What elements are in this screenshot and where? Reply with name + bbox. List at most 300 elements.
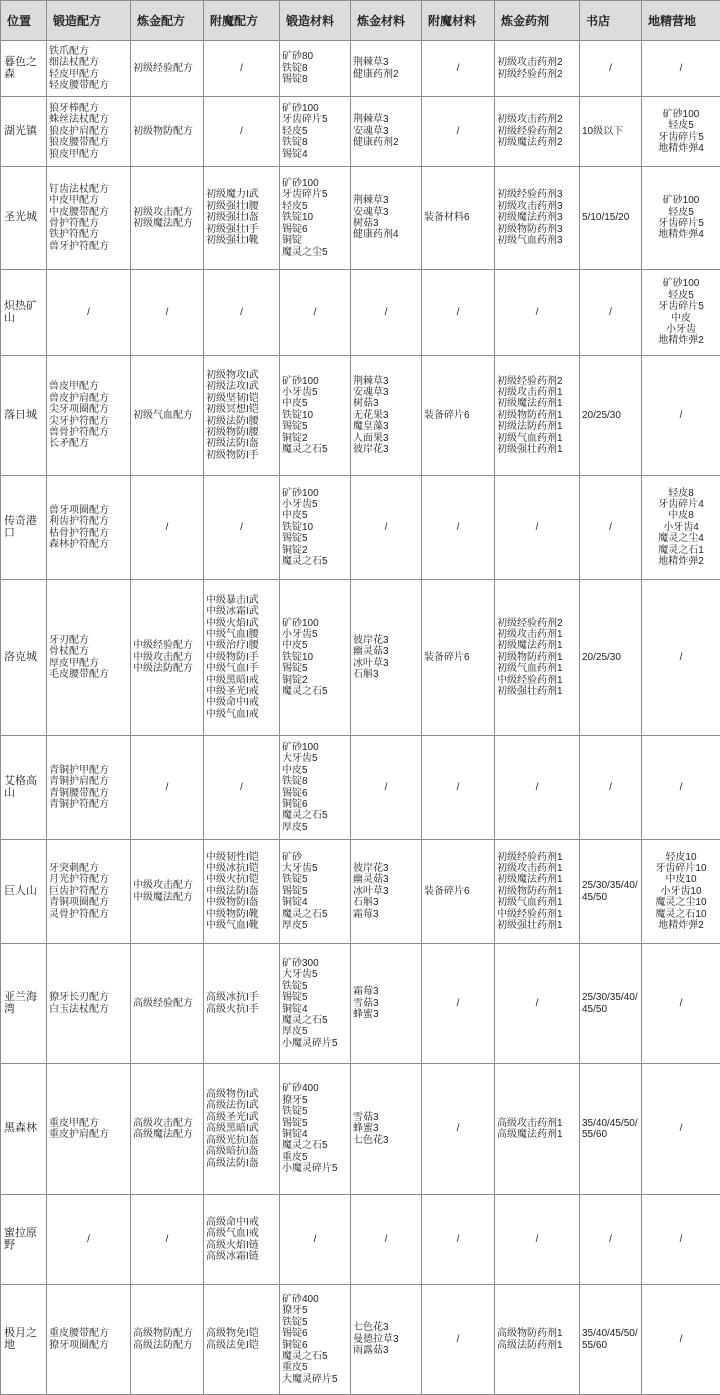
cell-line: 森林护符配方	[49, 539, 128, 550]
table-row	[1, 356, 720, 476]
cell-line: 初级强壮I腰	[206, 201, 277, 212]
cell-line: 铜锭2	[282, 545, 348, 556]
empty-mark: /	[644, 998, 718, 1009]
cell-line: 骨护符配方	[49, 218, 128, 229]
alchemy-potion-cell	[495, 1195, 580, 1285]
cell-line: 锡锭5	[282, 533, 348, 544]
location-cell: 传奇港口	[1, 476, 47, 580]
cell-line: 45/50	[582, 892, 639, 903]
forge-recipe-cell	[47, 1285, 131, 1395]
cell-line: 荆棘草3	[353, 195, 419, 206]
forge-material-cell	[280, 356, 351, 476]
cell-line: 初级强壮I靴	[206, 235, 277, 246]
empty-mark: /	[424, 782, 492, 793]
forge-material-cell	[280, 1064, 351, 1195]
cell-line: 青铜护肩配方	[49, 776, 128, 787]
cell-line: 魔灵之石5	[282, 1140, 348, 1151]
alchemy-recipe-cell	[131, 167, 204, 270]
cell-line: 中级冰抗I铠	[206, 863, 277, 874]
cell-line: 中级法防配方	[133, 663, 201, 674]
empty-mark: /	[282, 1234, 348, 1245]
forge-recipe-cell	[47, 736, 131, 840]
alchemy-recipe-cell	[131, 1285, 204, 1395]
cell-line: 魔灵之石5	[282, 556, 348, 567]
cell-line: 重皮5	[282, 1152, 348, 1163]
empty-mark: /	[644, 1123, 718, 1134]
alchemy-recipe-cell	[131, 580, 204, 736]
cell-line: 铁锭8	[282, 776, 348, 787]
bookstore-cell	[580, 476, 642, 580]
cell-line: 初级冥想I铠	[206, 404, 277, 415]
cell-line: 锡锭6	[282, 1328, 348, 1339]
cell-line: 装备碎片6	[424, 410, 492, 421]
cell-line: 巨齿护符配方	[49, 886, 128, 897]
cell-line: 20/25/30	[582, 652, 639, 663]
cell-line: 初级经验药剂2	[497, 69, 577, 80]
forge-material-cell	[280, 944, 351, 1064]
cell-line: 安魂草3	[353, 207, 419, 218]
cell-line: 雪菇3	[353, 998, 419, 1009]
cell-line: 初级法攻I武	[206, 381, 277, 392]
alchemy-material-cell	[351, 1064, 422, 1195]
cell-line: 彼岸花3	[353, 863, 419, 874]
cell-line: 牙刃配方	[49, 635, 128, 646]
cell-line: 中皮甲配方	[49, 195, 128, 206]
empty-mark: /	[353, 1234, 419, 1245]
forge-recipe-cell	[47, 97, 131, 167]
alchemy-potion-cell	[495, 944, 580, 1064]
cell-line: 初级法防I盔	[206, 438, 277, 449]
cell-line: 10级以下	[582, 126, 639, 137]
table-row	[1, 1285, 720, 1395]
cell-line: 初级物防I腰	[206, 427, 277, 438]
alchemy-potion-cell	[495, 1064, 580, 1195]
cell-line: 装备材料6	[424, 212, 492, 223]
forge-material-cell	[280, 1195, 351, 1285]
cell-line: 牙齿碎片5	[644, 132, 718, 143]
cell-line: 大魔灵碎片5	[282, 1374, 348, 1385]
cell-line: 初级物防药剂1	[497, 410, 577, 421]
enchant-recipe-cell	[204, 41, 280, 97]
enchant-recipe-cell	[204, 270, 280, 356]
empty-mark: /	[582, 1234, 639, 1245]
empty-mark: /	[497, 307, 577, 318]
cell-line: 高级攻击配方	[133, 1118, 201, 1129]
cell-line: 中皮5	[282, 398, 348, 409]
forge-recipe-cell	[47, 41, 131, 97]
cell-line: 中皮5	[282, 640, 348, 651]
header-row	[1, 1, 720, 41]
cell-line: 中级火焰I武	[206, 618, 277, 629]
cell-line: 小牙齿10	[644, 886, 718, 897]
cell-line: 无花果3	[353, 410, 419, 421]
cell-line: 25/30/35/40/	[582, 992, 639, 1003]
forge-recipe-cell	[47, 580, 131, 736]
empty-mark: /	[424, 998, 492, 1009]
cell-line: 锡锭5	[282, 421, 348, 432]
cell-line: 蜂蜜3	[353, 1123, 419, 1134]
cell-line: 七色花3	[353, 1135, 419, 1146]
cell-line: 厚皮甲配方	[49, 658, 128, 669]
bookstore-cell	[580, 97, 642, 167]
cell-line: 高级魔法药剂1	[497, 1129, 577, 1140]
enchant-recipe-cell	[204, 476, 280, 580]
forge-material-cell	[280, 736, 351, 840]
cell-line: 20/25/30	[582, 410, 639, 421]
cell-line: 枯骨护符配方	[49, 528, 128, 539]
empty-mark: /	[497, 782, 577, 793]
cell-line: 魔灵之石10	[644, 909, 718, 920]
cell-line: 小魔灵碎片5	[282, 1038, 348, 1049]
bookstore-cell	[580, 840, 642, 944]
cell-line: 七色花3	[353, 1322, 419, 1333]
cell-line: 锡锭4	[282, 149, 348, 160]
cell-line: 骨杖配方	[49, 646, 128, 657]
cell-line: 地精炸弹2	[644, 920, 718, 931]
cell-line: 矿砂100	[644, 278, 718, 289]
alchemy-material-cell	[351, 356, 422, 476]
header-alchemy-material: 炼金材料	[351, 1, 422, 41]
empty-mark: /	[353, 307, 419, 318]
cell-line: 健康药剂2	[353, 137, 419, 148]
empty-mark: /	[424, 1123, 492, 1134]
cell-line: 牙突刺配方	[49, 863, 128, 874]
cell-line: 初级经验药剂1	[497, 852, 577, 863]
forge-material-cell	[280, 41, 351, 97]
forge-recipe-cell	[47, 944, 131, 1064]
cell-line: 初级攻击药剂1	[497, 629, 577, 640]
alchemy-material-cell	[351, 167, 422, 270]
bookstore-cell	[580, 356, 642, 476]
cell-line: 初级物防药剂1	[497, 886, 577, 897]
cell-line: 锡锭5	[282, 992, 348, 1003]
cell-line: 锡锭6	[282, 224, 348, 235]
goblin-camp-cell	[642, 1195, 720, 1285]
cell-line: 矿砂100	[282, 178, 348, 189]
forge-material-cell	[280, 580, 351, 736]
empty-mark: /	[424, 522, 492, 533]
table-row	[1, 41, 720, 97]
cell-line: 细法杖配方	[49, 57, 128, 68]
cell-line: 铁锭8	[282, 63, 348, 74]
header-forge-material: 锻造材料	[280, 1, 351, 41]
alchemy-recipe-cell	[131, 97, 204, 167]
cell-line: 健康药剂4	[353, 229, 419, 240]
cell-line: 55/60	[582, 1129, 639, 1140]
header-location: 位置	[1, 1, 47, 41]
forge-material-cell	[280, 97, 351, 167]
forge-material-cell	[280, 167, 351, 270]
cell-line: 高级魔法配方	[133, 1129, 201, 1140]
cell-line: 狼皮甲配方	[49, 149, 128, 160]
cell-line: 初级物防I手	[206, 450, 277, 461]
cell-line: 霜莓3	[353, 909, 419, 920]
empty-mark: /	[424, 63, 492, 74]
cell-line: 冰叶草3	[353, 886, 419, 897]
enchant-material-cell	[422, 1195, 495, 1285]
cell-line: 初级攻击药剂1	[497, 863, 577, 874]
cell-line: 狼皮腰带配方	[49, 137, 128, 148]
goblin-camp-cell	[642, 356, 720, 476]
cell-line: 魔灵之石5	[282, 810, 348, 821]
cell-line: 初级气血药剂1	[497, 433, 577, 444]
cell-line: 魔灵之尘4	[644, 533, 718, 544]
cell-line: 矿砂100	[644, 109, 718, 120]
alchemy-potion-cell	[495, 270, 580, 356]
cell-line: 魔灵之尘10	[644, 897, 718, 908]
cell-line: 35/40/45/50/	[582, 1118, 639, 1129]
cell-line: 铜锭6	[282, 1340, 348, 1351]
location-cell: 极月之地	[1, 1285, 47, 1395]
empty-mark: /	[582, 782, 639, 793]
empty-mark: /	[497, 998, 577, 1009]
cell-line: 中级黑暗I戒	[206, 675, 277, 686]
cell-line: 轻皮腰带配方	[49, 80, 128, 91]
cell-line: 中级经验药剂1	[497, 675, 577, 686]
alchemy-potion-cell	[495, 580, 580, 736]
goblin-camp-cell	[642, 840, 720, 944]
cell-line: 矿砂100	[282, 488, 348, 499]
cell-line: 青铜护甲配方	[49, 765, 128, 776]
forge-material-cell	[280, 840, 351, 944]
cell-line: 铁锭5	[282, 1317, 348, 1328]
alchemy-material-cell	[351, 840, 422, 944]
cell-line: 地精炸弹4	[644, 143, 718, 154]
cell-line: 獠牙5	[282, 1305, 348, 1316]
enchant-material-cell	[422, 1285, 495, 1395]
cell-line: 中级命中I戒	[206, 697, 277, 708]
location-cell: 炽热矿山	[1, 270, 47, 356]
cell-line: 轻皮5	[644, 290, 718, 301]
cell-line: 魔灵之尘5	[282, 247, 348, 258]
enchant-material-cell	[422, 580, 495, 736]
cell-line: 蜂蜜3	[353, 1009, 419, 1020]
cell-line: 铁爪配方	[49, 46, 128, 57]
empty-mark: /	[644, 63, 718, 74]
cell-line: 魔灵之石5	[282, 1351, 348, 1362]
cell-line: 长矛配方	[49, 438, 128, 449]
cell-line: 高级物防药剂1	[497, 1328, 577, 1339]
empty-mark: /	[133, 522, 201, 533]
cell-line: 锡锭8	[282, 74, 348, 85]
cell-line: 尖牙项圈配方	[49, 404, 128, 415]
cell-line: 轻皮5	[644, 207, 718, 218]
header-goblin-camp: 地精营地	[642, 1, 720, 41]
bookstore-cell	[580, 41, 642, 97]
location-cell: 圣光城	[1, 167, 47, 270]
cell-line: 安魂草3	[353, 126, 419, 137]
cell-line: 中级气血I靴	[206, 920, 277, 931]
cell-line: 地精炸弹4	[644, 229, 718, 240]
cell-line: 55/60	[582, 1340, 639, 1351]
cell-line: 中级气血I腰	[206, 629, 277, 640]
cell-line: 魔灵之石5	[282, 1015, 348, 1026]
cell-line: 轻皮甲配方	[49, 69, 128, 80]
empty-mark: /	[133, 782, 201, 793]
cell-line: 灵骨护符配方	[49, 909, 128, 920]
cell-line: 狼皮护肩配方	[49, 126, 128, 137]
cell-line: 小牙齿4	[644, 522, 718, 533]
cell-line: 中皮	[644, 313, 718, 324]
forge-material-cell	[280, 1285, 351, 1395]
cell-line: 小魔灵碎片5	[282, 1163, 348, 1174]
cell-line: 轻皮8	[644, 488, 718, 499]
cell-line: 重皮5	[282, 1362, 348, 1373]
alchemy-potion-cell	[495, 97, 580, 167]
cell-line: 狼牙棒配方	[49, 103, 128, 114]
cell-line: 铜锭4	[282, 1004, 348, 1015]
cell-line: 霜莓3	[353, 986, 419, 997]
cell-line: 中级暴击I武	[206, 595, 277, 606]
alchemy-recipe-cell	[131, 736, 204, 840]
cell-line: 矿砂300	[282, 958, 348, 969]
cell-line: 蛛丝法杖配方	[49, 114, 128, 125]
empty-mark: /	[424, 1334, 492, 1345]
cell-line: 獠牙项圈配方	[49, 1340, 128, 1351]
forge-material-cell	[280, 270, 351, 356]
location-cell: 艾格高山	[1, 736, 47, 840]
cell-line: 中级攻击配方	[133, 652, 201, 663]
empty-mark: /	[353, 522, 419, 533]
alchemy-material-cell	[351, 476, 422, 580]
bookstore-cell	[580, 1285, 642, 1395]
alchemy-material-cell	[351, 580, 422, 736]
cell-line: 大牙齿5	[282, 863, 348, 874]
location-cell: 暮色之森	[1, 41, 47, 97]
cell-line: 初级法防I腰	[206, 416, 277, 427]
alchemy-recipe-cell	[131, 41, 204, 97]
cell-line: 轻皮10	[644, 852, 718, 863]
cell-line: 矿砂100	[282, 376, 348, 387]
cell-line: 铁护符配方	[49, 229, 128, 240]
header-alchemy-potion: 炼金药剂	[495, 1, 580, 41]
cell-line: 小牙齿5	[282, 629, 348, 640]
goblin-camp-cell	[642, 97, 720, 167]
alchemy-material-cell	[351, 41, 422, 97]
cell-line: 利齿护符配方	[49, 516, 128, 527]
enchant-material-cell	[422, 356, 495, 476]
cell-line: 中级气血I手	[206, 663, 277, 674]
forge-recipe-cell	[47, 1064, 131, 1195]
cell-line: 高级物伤I武	[206, 1089, 277, 1100]
alchemy-recipe-cell	[131, 476, 204, 580]
cell-line: 初级魔法配方	[133, 218, 201, 229]
alchemy-recipe-cell	[131, 944, 204, 1064]
cell-line: 魔灵之石5	[282, 909, 348, 920]
cell-line: 魔皇藻3	[353, 421, 419, 432]
alchemy-material-cell	[351, 270, 422, 356]
cell-line: 大牙齿5	[282, 753, 348, 764]
alchemy-material-cell	[351, 944, 422, 1064]
cell-line: 高级法防配方	[133, 1340, 201, 1351]
cell-line: 兽皮护肩配方	[49, 393, 128, 404]
empty-mark: /	[644, 1334, 718, 1345]
cell-line: 獠牙5	[282, 1095, 348, 1106]
cell-line: 铜锭2	[282, 675, 348, 686]
empty-mark: /	[353, 782, 419, 793]
alchemy-potion-cell	[495, 840, 580, 944]
cell-line: 初级法防药剂1	[497, 421, 577, 432]
location-cell: 落日城	[1, 356, 47, 476]
cell-line: 雨露菇3	[353, 1345, 419, 1356]
empty-mark: /	[424, 126, 492, 137]
cell-line: 白玉法杖配方	[49, 1004, 128, 1015]
cell-line: 重皮腰带配方	[49, 1328, 128, 1339]
cell-line: 幽灵菇3	[353, 646, 419, 657]
cell-line: 矿砂80	[282, 51, 348, 62]
cell-line: 装备碎片6	[424, 886, 492, 897]
enchant-recipe-cell	[204, 1195, 280, 1285]
table-row	[1, 97, 720, 167]
enchant-material-cell	[422, 270, 495, 356]
cell-line: 初级攻击药剂2	[497, 114, 577, 125]
cell-line: 中级冰霜I武	[206, 606, 277, 617]
empty-mark: /	[206, 126, 277, 137]
empty-mark: /	[497, 522, 577, 533]
cell-line: 矿砂100	[644, 195, 718, 206]
cell-line: 高级经验配方	[133, 998, 201, 1009]
empty-mark: /	[644, 410, 718, 421]
cell-line: 青铜项圈配方	[49, 897, 128, 908]
empty-mark: /	[206, 782, 277, 793]
cell-line: 牙齿碎片5	[644, 301, 718, 312]
cell-line: 初级攻击药剂1	[497, 387, 577, 398]
cell-line: 初级气血药剂3	[497, 235, 577, 246]
cell-line: 初级魔法药剂1	[497, 640, 577, 651]
enchant-material-cell	[422, 1064, 495, 1195]
goblin-camp-cell	[642, 944, 720, 1064]
empty-mark: /	[582, 307, 639, 318]
cell-line: 高级圣光I武	[206, 1112, 277, 1123]
alchemy-potion-cell	[495, 167, 580, 270]
enchant-recipe-cell	[204, 97, 280, 167]
goblin-camp-cell	[642, 476, 720, 580]
table-row	[1, 944, 720, 1064]
cell-line: 铜锭6	[282, 799, 348, 810]
enchant-recipe-cell	[204, 840, 280, 944]
cell-line: 中皮5	[282, 765, 348, 776]
cell-line: 铁锭5	[282, 981, 348, 992]
cell-line: 铁锭5	[282, 874, 348, 885]
enchant-recipe-cell	[204, 580, 280, 736]
cell-line: 初级物攻I武	[206, 370, 277, 381]
cell-line: 5/10/15/20	[582, 212, 639, 223]
forge-material-cell	[280, 476, 351, 580]
forge-recipe-cell	[47, 840, 131, 944]
cell-line: 矿砂100	[282, 103, 348, 114]
table-row	[1, 167, 720, 270]
cell-line: 初级物防药剂1	[497, 652, 577, 663]
enchant-material-cell	[422, 736, 495, 840]
enchant-recipe-cell	[204, 736, 280, 840]
enchant-material-cell	[422, 97, 495, 167]
cell-line: 毛皮腰带配方	[49, 669, 128, 680]
alchemy-material-cell	[351, 736, 422, 840]
empty-mark: /	[133, 1234, 201, 1245]
cell-line: 兽牙护符配方	[49, 241, 128, 252]
cell-line: 初级经验药剂2	[497, 126, 577, 137]
cell-line: 高级命中I戒	[206, 1217, 277, 1228]
empty-mark: /	[49, 1234, 128, 1245]
cell-line: 高级暗抗I盔	[206, 1146, 277, 1157]
cell-line: 青铜护符配方	[49, 799, 128, 810]
header-bookstore: 书店	[580, 1, 642, 41]
cell-line: 初级经验药剂3	[497, 189, 577, 200]
cell-line: 装备碎片6	[424, 652, 492, 663]
cell-line: 獠牙长刃配方	[49, 992, 128, 1003]
cell-line: 锡锭5	[282, 886, 348, 897]
cell-line: 初级强壮药剂1	[497, 920, 577, 931]
